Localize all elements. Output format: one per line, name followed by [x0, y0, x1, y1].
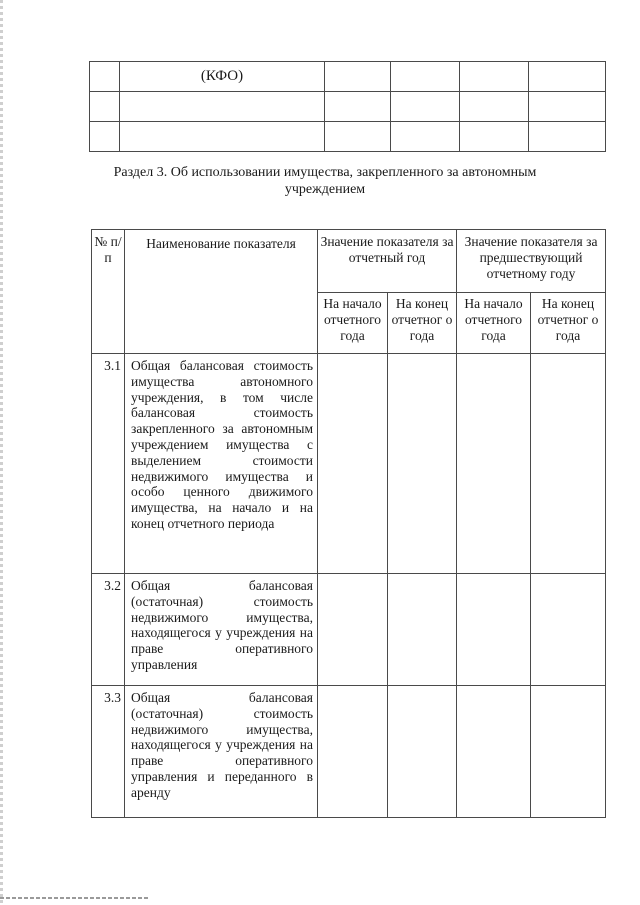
top-table-cell [90, 62, 120, 92]
top-table-cell [460, 122, 529, 152]
row-number: 3.3 [92, 686, 125, 818]
kfo-label: (КФО) [120, 62, 325, 92]
table-row [92, 354, 606, 574]
top-table-cell [391, 92, 460, 122]
header-end-previous: На конец отчетног о года [531, 293, 606, 354]
table-row [92, 574, 606, 686]
row-name: Общая балансовая (остаточная) стоимость недвижимого имущества, находящегося у учреждения на праве оперативного управления и переданного в аренду [125, 686, 318, 818]
top-table-cell [529, 62, 606, 92]
value-cell [388, 354, 457, 574]
value-cell [388, 574, 457, 686]
value-cell [318, 354, 388, 574]
top-table-cell [90, 92, 120, 122]
top-table-cell [529, 122, 606, 152]
value-cell [457, 574, 531, 686]
top-table-cell [325, 62, 391, 92]
value-cell [457, 354, 531, 574]
section-title: Раздел 3. Об использовании имущества, закрепленного за автономным учреждением [113, 165, 537, 197]
value-cell [318, 686, 388, 818]
row-number: 3.2 [92, 574, 125, 686]
value-cell [531, 574, 606, 686]
top-table-cell [529, 92, 606, 122]
top-table-fragment [89, 61, 606, 152]
header-start-current: На начало отчетного года [318, 293, 388, 354]
value-cell [531, 686, 606, 818]
header-start-previous: На начало отчетного года [457, 293, 531, 354]
header-name: Наименование показателя [125, 230, 318, 354]
top-table-cell [120, 122, 325, 152]
top-table-row [90, 62, 606, 92]
header-current-year: Значение показателя за отчетный год [318, 230, 457, 293]
top-table-cell [391, 122, 460, 152]
header-previous-year: Значение показателя за предшествующий отчетному году [457, 230, 606, 293]
top-table-cell [460, 92, 529, 122]
value-cell [531, 354, 606, 574]
header-row [92, 230, 606, 293]
scan-bottom-edge [0, 897, 150, 899]
header-end-current: На конец отчетног о года [388, 293, 457, 354]
top-table-row [90, 92, 606, 122]
value-cell [388, 686, 457, 818]
top-table-cell [460, 62, 529, 92]
row-number: 3.1 [92, 354, 125, 574]
property-usage-table [91, 229, 606, 818]
top-table-cell [391, 62, 460, 92]
top-table-row [90, 122, 606, 152]
value-cell [457, 686, 531, 818]
top-table-cell [325, 92, 391, 122]
table-row [92, 686, 606, 818]
row-name: Общая балансовая стоимость имущества автономного учреждения, в том числе балансовая стоимость закрепленного за автономным учреждением имущества с выделением стоимости недвижимого имущества и особо ценного движимого имущества, на начало и на конец отчетного периода [125, 354, 318, 574]
row-name: Общая балансовая (остаточная) стоимость недвижимого имущества, находящегося у учреждения на праве оперативного управления [125, 574, 318, 686]
top-table-cell [90, 122, 120, 152]
header-number: № п/п [92, 230, 125, 354]
top-table-cell [325, 122, 391, 152]
scan-left-edge [0, 0, 3, 905]
top-table-cell [120, 92, 325, 122]
value-cell [318, 574, 388, 686]
